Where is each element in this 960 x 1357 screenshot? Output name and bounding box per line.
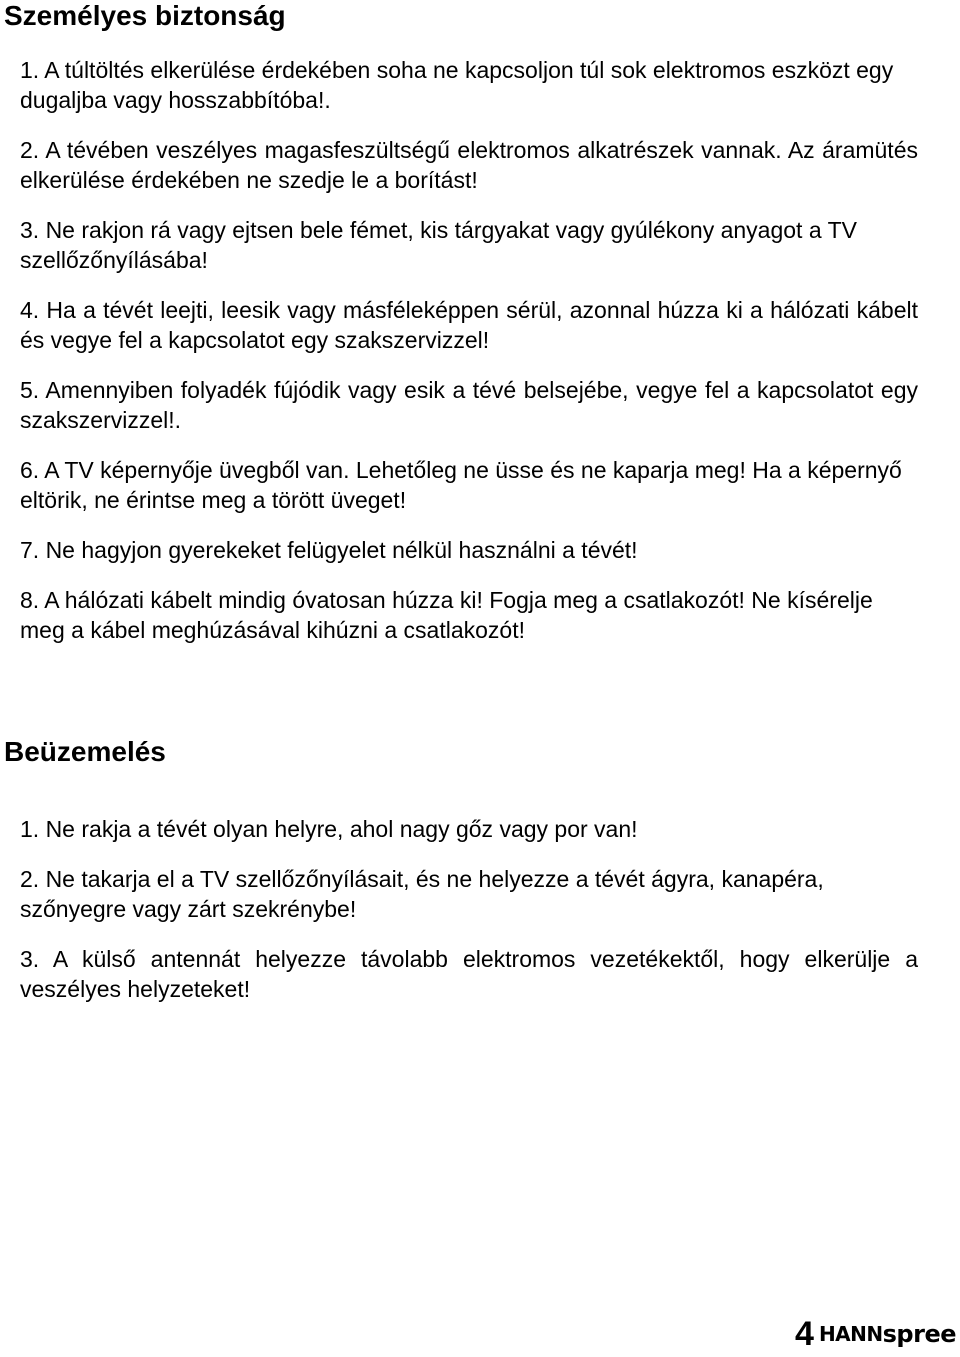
list-item: 2. Ne takarja el a TV szellőzőnyílásait, és ne helyezze a tévét ágyra, kanapéra, szőnyegre vagy zárt szekrénybe!	[20, 866, 824, 922]
page-number: 4	[795, 1315, 813, 1353]
list-item: 4. Ha a tévét leejti, leesik vagy másféleképpen sérül, azonnal húzza ki a hálózati kábelt és vegye fel a kapcsolatot egy szakszervizzel!	[20, 297, 918, 353]
list-item: 3. Ne rakjon rá vagy ejtsen bele fémet, kis tárgyakat vagy gyúlékony anyagot a TV szellőzőnyílásába!	[20, 217, 857, 273]
installation-list	[20, 814, 918, 1024]
list-item: 7. Ne hagyjon gyerekeket felügyelet nélkül használni a tévét!	[20, 537, 638, 563]
brand-logo-part: spree	[882, 1320, 956, 1348]
brand-logo-part: HANN	[818, 1322, 883, 1346]
brand-logo	[819, 1320, 956, 1348]
list-item: 2. A tévében veszélyes magasfeszültségű elektromos alkatrészek vannak. Az áramütés elkerülése érdekében ne szedje le a borítást!	[20, 137, 918, 193]
list-item: 1. Ne rakja a tévét olyan helyre, ahol nagy gőz vagy por van!	[20, 816, 638, 842]
list-item: 8. A hálózati kábelt mindig óvatosan húzza ki! Fogja meg a csatlakozót! Ne kísérelje meg a kábel meghúzásával kihúzni a csatlakozót!	[20, 587, 873, 643]
list-item: 1. A túltöltés elkerülése érdekében soha ne kapcsoljon túl sok elektromos eszközt egy dugaljba vagy hosszabbítóba!.	[20, 57, 894, 113]
page-footer	[795, 1317, 956, 1351]
list-item: 3. A külső antennát helyezze távolabb elektromos vezetékektől, hogy elkerülje a veszélyes helyzeteket!	[20, 946, 918, 1002]
list-item: 5. Amennyiben folyadék fújódik vagy esik a tévé belsejébe, vegye fel a kapcsolatot egy szakszervizzel!.	[20, 377, 918, 433]
section-title-personal-safety: Személyes biztonság	[4, 0, 286, 31]
section-title-installation: Beüzemelés	[4, 736, 166, 767]
safety-list	[20, 55, 918, 665]
list-item: 6. A TV képernyője üvegből van. Lehetőleg ne üsse és ne kaparja meg! Ha a képernyő eltörik, ne érintse meg a törött üveget!	[20, 457, 902, 513]
